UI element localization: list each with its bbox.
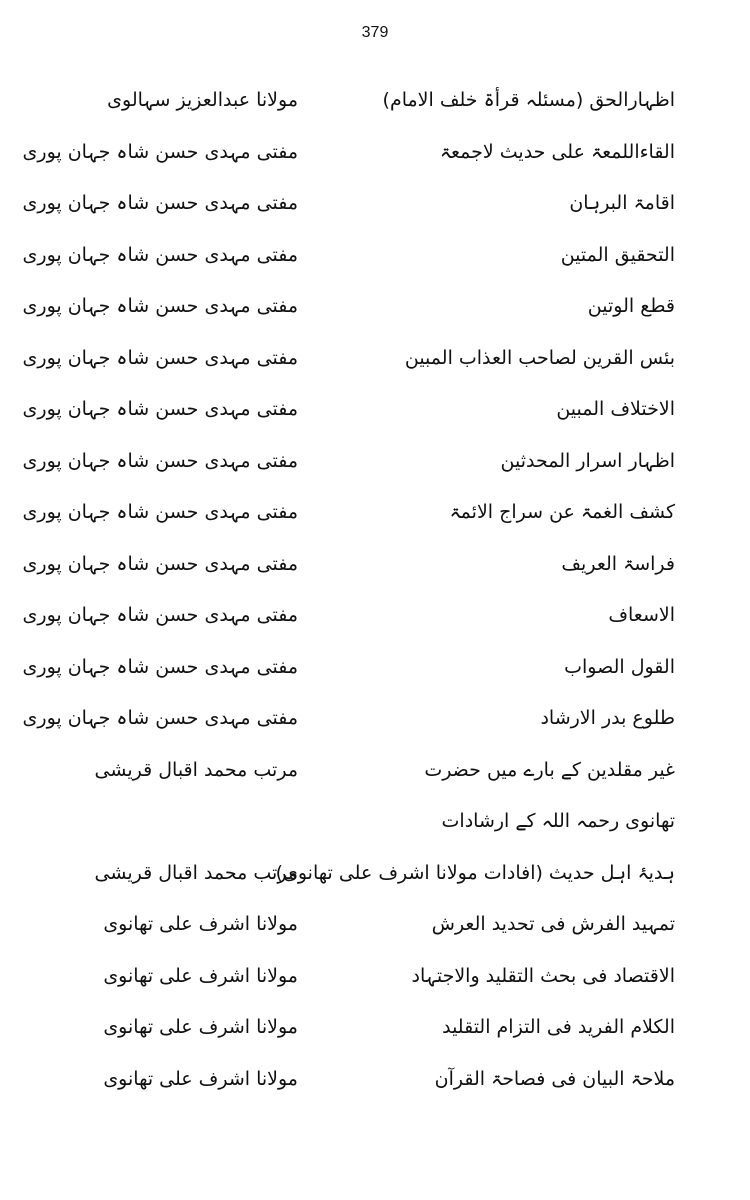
book-title: الاسعاف [608, 604, 675, 626]
book-title: بئس القرین لصاحب العذاب المبین [404, 346, 675, 369]
list-item [0, 78, 750, 130]
book-title: اظہارالحق (مسئلہ قرأۃ خلف الامام) [382, 89, 675, 111]
book-title: غیر مقلدین کے بارے میں حضرت [424, 758, 675, 781]
book-title: التحقیق المتین [560, 243, 675, 266]
book-author: مفتی مہدی حسن شاہ جہان پوری [22, 192, 298, 214]
book-author: مفتی مہدی حسن شاہ جہان پوری [22, 243, 298, 266]
book-title: اظہار اسرار المحدثین [500, 449, 675, 472]
book-author: مفتی مہدی حسن شاہ جہان پوری [22, 655, 298, 678]
list-item [0, 181, 750, 233]
list-item [0, 284, 750, 336]
book-author: مفتی مہدی حسن شاہ جہان پوری [22, 501, 298, 523]
book-title: ملاحۃ البیان فی فصاحۃ القرآن [434, 1067, 675, 1090]
book-title: الکلام الفرید فی التزام التقلید [442, 1016, 675, 1038]
list-item [0, 233, 750, 285]
list-item [0, 799, 750, 851]
book-title: القول الصواب [564, 655, 675, 678]
book-author: مرتب محمد اقبال قریشی [94, 758, 298, 781]
book-title: کشف الغمۃ عن سراج الائمۃ [449, 501, 675, 523]
list-item [0, 336, 750, 388]
book-title: تمہید الفرش فی تحدید العرش [431, 913, 675, 935]
book-author: مفتی مہدی حسن شاہ جہان پوری [22, 398, 298, 420]
list-item [0, 748, 750, 800]
book-author: مفتی مہدی حسن شاہ جہان پوری [22, 295, 298, 317]
book-title: الاختلاف المبین [556, 398, 675, 420]
list-item [0, 645, 750, 697]
book-author: مفتی مہدی حسن شاہ جہان پوری [22, 449, 298, 472]
list-item [0, 1057, 750, 1109]
book-author: مفتی مہدی حسن شاہ جہان پوری [22, 604, 298, 626]
book-author: مولانا اشرف علی تھانوی [103, 1067, 298, 1090]
list-item [0, 542, 750, 594]
book-title: قطع الوتین [587, 295, 675, 317]
list-item [0, 593, 750, 645]
list-item [0, 1005, 750, 1057]
book-author: مفتی مہدی حسن شاہ جہان پوری [22, 552, 298, 575]
book-list [0, 78, 750, 1108]
book-title: ہدیۂ اہل حدیث (افادات مولانا اشرف علی تھانوی) [275, 861, 675, 884]
book-author: مفتی مہدی حسن شاہ جہان پوری [22, 346, 298, 369]
book-title-continuation: تھانوی رحمہ اللہ کے ارشادات [441, 810, 675, 832]
book-title: القاءاللمعۃ علی حدیث لاجمعۃ [439, 140, 675, 163]
book-author: مولانا اشرف علی تھانوی [103, 913, 298, 935]
list-item [0, 387, 750, 439]
list-item [0, 902, 750, 954]
book-author: مرتب محمد اقبال قریشی [94, 861, 298, 884]
book-author: مولانا عبدالعزیز سہالوی [107, 89, 298, 111]
book-author: مفتی مہدی حسن شاہ جہان پوری [22, 707, 298, 729]
list-item [0, 439, 750, 491]
list-item [0, 696, 750, 748]
list-item [0, 130, 750, 182]
book-title: فراسۃ العریف [561, 552, 675, 575]
book-title: طلوع بدر الارشاد [540, 707, 675, 729]
book-title: الاقتصاد فی بحث التقلید والاجتہاد [411, 964, 675, 987]
book-author: مفتی مہدی حسن شاہ جہان پوری [22, 140, 298, 163]
list-item [0, 954, 750, 1006]
book-title: اقامۃ البرہان [569, 192, 675, 214]
book-author: مولانا اشرف علی تھانوی [103, 964, 298, 987]
book-author: مولانا اشرف علی تھانوی [103, 1016, 298, 1038]
list-item [0, 490, 750, 542]
page-number: 379 [361, 24, 389, 41]
list-item [0, 851, 750, 903]
